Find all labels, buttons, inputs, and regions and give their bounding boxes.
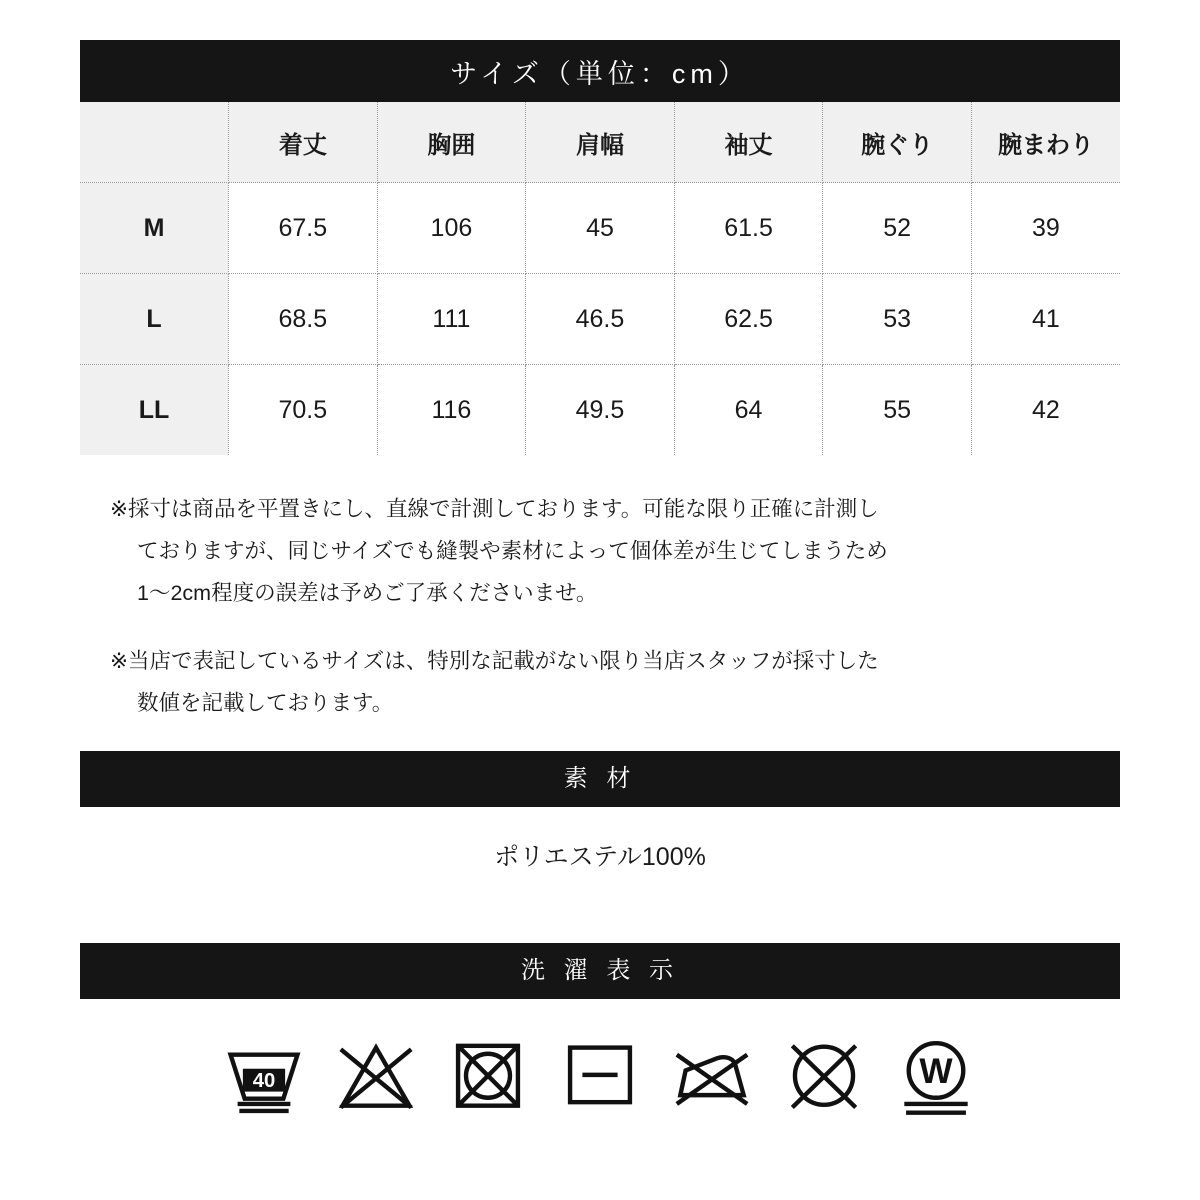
no-iron-icon <box>668 1030 756 1118</box>
cell-l-length: 68.5 <box>229 274 378 365</box>
note-measurement-line2: ておりますが、同じサイズでも縫製や素材によって個体差が生じてしまうため <box>137 538 888 563</box>
care-section-title: 洗 濯 表 示 <box>80 943 1120 999</box>
table-row <box>80 183 1120 274</box>
note-measurement-line1: ※採寸は商品を平置きにし、直線で計測しております。可能な限り正確に計測し <box>110 497 879 521</box>
cell-m-chest: 106 <box>377 183 526 274</box>
no-dry-clean-icon <box>780 1030 868 1118</box>
table-row <box>80 274 1120 365</box>
note-measurement-line3: 1〜2cm程度の誤差は予めご了承くださいませ。 <box>137 580 598 605</box>
material-section-title: 素 材 <box>80 751 1120 807</box>
column-header-armhole: 腕ぐり <box>823 102 972 183</box>
size-table-header-row <box>80 102 1120 183</box>
column-header-length: 着丈 <box>229 102 378 183</box>
size-table-title-row <box>80 40 1120 102</box>
notes-section <box>80 489 1120 725</box>
column-header-sleeve: 袖丈 <box>674 102 823 183</box>
cell-ll-chest: 116 <box>377 365 526 456</box>
note-staff-measured-line2: 数値を記載しております。 <box>137 690 394 715</box>
cell-ll-length: 70.5 <box>229 365 378 456</box>
care-section <box>80 943 1120 1149</box>
no-tumble-dry-icon <box>444 1030 532 1118</box>
cell-m-arm-circumference: 39 <box>971 183 1120 274</box>
column-header-arm-circumference: 腕まわり <box>971 102 1120 183</box>
cell-ll-sleeve: 64 <box>674 365 823 456</box>
cell-l-arm-circumference: 41 <box>971 274 1120 365</box>
note-measurement <box>110 489 1120 615</box>
cell-ll-arm-circumference: 42 <box>971 365 1120 456</box>
size-table-wrapper <box>80 40 1120 455</box>
cell-l-armhole: 53 <box>823 274 972 365</box>
row-header-size-l: L <box>80 274 229 365</box>
size-table <box>80 40 1120 455</box>
no-bleach-icon <box>332 1030 420 1118</box>
cell-ll-armhole: 55 <box>823 365 972 456</box>
table-row <box>80 365 1120 456</box>
row-header-size-ll: LL <box>80 365 229 456</box>
column-header-shoulder: 肩幅 <box>526 102 675 183</box>
material-value: ポリエステル100% <box>80 807 1120 907</box>
machine-wash-temp-label: 40 <box>252 1069 276 1092</box>
cell-m-length: 67.5 <box>229 183 378 274</box>
wet-clean-icon <box>892 1030 980 1118</box>
machine-wash-40-icon <box>220 1030 308 1118</box>
cell-m-shoulder: 45 <box>526 183 675 274</box>
cell-m-sleeve: 61.5 <box>674 183 823 274</box>
cell-l-sleeve: 62.5 <box>674 274 823 365</box>
cell-m-armhole: 52 <box>823 183 972 274</box>
size-table-corner-cell <box>80 102 229 183</box>
flat-dry-icon <box>556 1030 644 1118</box>
column-header-chest: 胸囲 <box>377 102 526 183</box>
note-staff-measured-line1: ※当店で表記しているサイズは、特別な記載がない限り当店スタッフが採寸した <box>110 648 879 673</box>
cell-l-shoulder: 46.5 <box>526 274 675 365</box>
wet-clean-label: W <box>919 1051 953 1091</box>
row-header-size-m: M <box>80 183 229 274</box>
cell-ll-shoulder: 49.5 <box>526 365 675 456</box>
care-icon-row <box>80 999 1120 1149</box>
cell-l-chest: 111 <box>377 274 526 365</box>
material-section <box>80 751 1120 907</box>
note-staff-measured <box>110 641 1120 725</box>
size-table-title: サイズ（単位：cm） <box>80 40 1120 102</box>
